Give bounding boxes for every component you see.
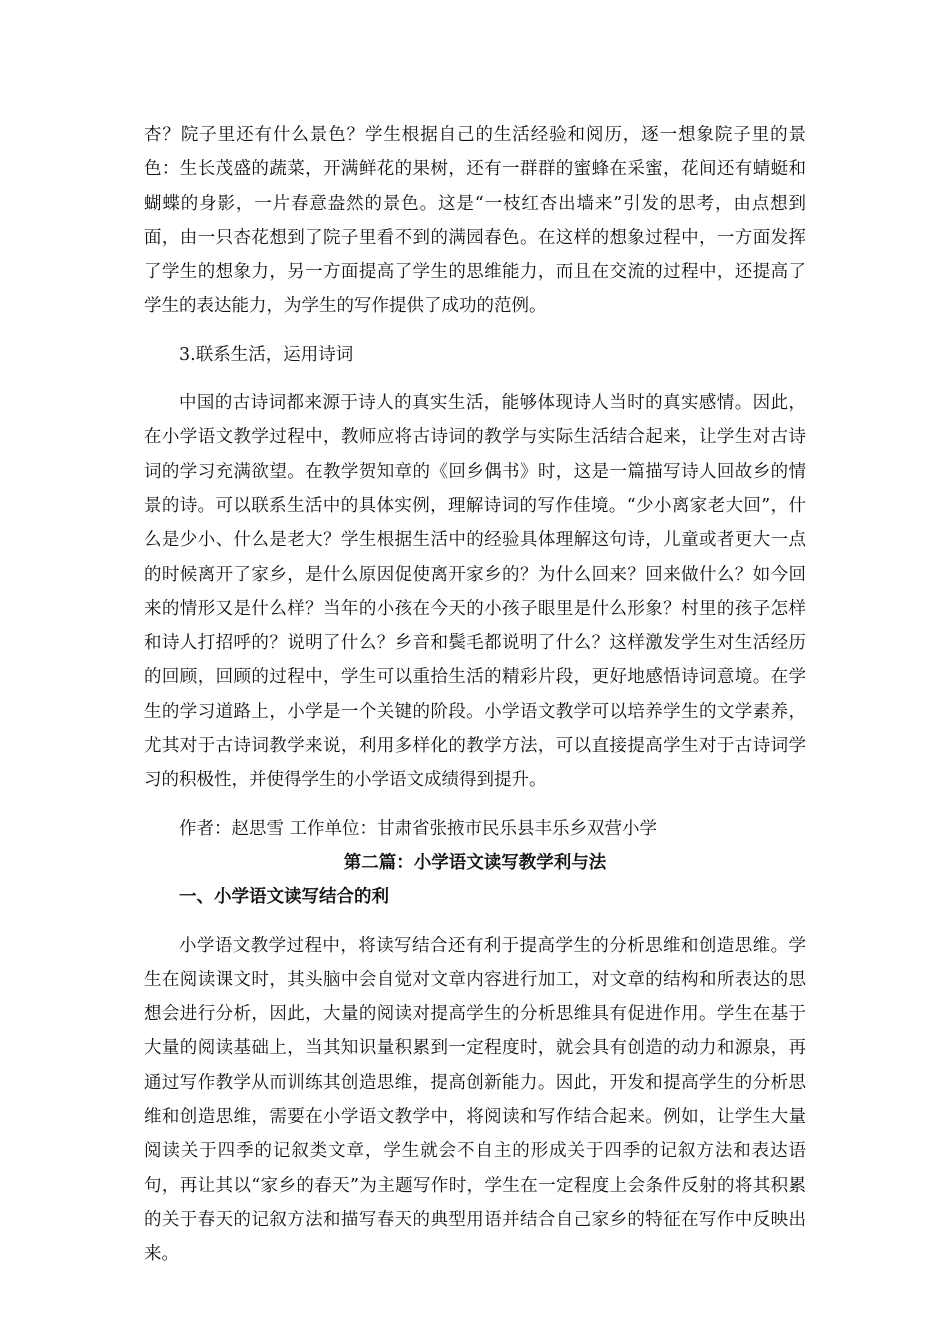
paragraph-reading-writing: 小学语文教学过程中，将读写结合还有利于提高学生的分析思维和创造思维。学生在阅读课文时，其头脑中会自觉对文章内容进行加工，对文章的结构和所表达的思想会进行分析，因此，大量的阅读对提高学生的分析思维具有促进作用。学生在基于大量的阅读基础上，当其知识量积累到一定程度时，就会具有创造的动力和源泉，再通过写作教学从而训练其创造思维，提高创新能力。因此，开发和提高学生的分析思维和创造思维，需要在小学语文教学中，将阅读和写作结合起来。例如，让学生大量阅读关于四季的记叙类文章，学生就会不自主的形成关于四季的记叙方法和表达语句，再让其以“家乡的春天”为主题写作时，学生在一定程度上会条件反射的将其积累的关于春天的记叙方法和描写春天的典型用语并结合自己家乡的特征在写作中反映出来。 [144,935,806,1265]
author-line: 作者：赵思雪 工作单位：甘肃省张掖市民乐县丰乐乡双营小学 [179,818,658,839]
subheading-connect-life: 3.联系生活，运用诗词 [179,344,354,365]
paragraph-continuation: 杏？院子里还有什么景色？学生根据自己的生活经验和阅历，逐一想象院子里的景色：生长茂盛的蔬菜，开满鲜花的果树，还有一群群的蜜蜂在采蜜，花间还有蜻蜓和蝴蝶的身影，一片春意盎然的景色。这是“一枝红杏出墙来”引发的思考，由点想到面，由一只杏花想到了院子里看不到的满园春色。在这样的想象过程中，一方面发挥了学生的想象力，另一方面提高了学生的思维能力，而且在交流的过程中，还提高了学生的表达能力，为学生的写作提供了成功的范例。 [144,125,806,317]
document-page [144,118,806,1272]
paragraph-poetry-life: 中国的古诗词都来源于诗人的真实生活，能够体现诗人当时的真实感情。因此，在小学语文教学过程中，教师应将古诗词的教学与实际生活结合起来，让学生对古诗词的学习充满欲望。在教学贺知章的《回乡偶书》时，这是一篇描写诗人回故乡的情景的诗。可以联系生活中的具体实例，理解诗词的写作佳境。“少小离家老大回”，什么是少小、什么是老大？学生根据生活中的经验具体理解这句诗，儿童或者更大一点的时候离开了家乡，是什么原因促使离开家乡的？为什么回来？回来做什么？如今回来的情形又是什么样？当年的小孩在今天的小孩子眼里是什么形象？村里的孩子怎样和诗人打招呼的？说明了什么？乡音和鬓毛都说明了什么？这样激发学生对生活经历的回顾，回顾的过程中，学生可以重拾生活的精彩片段，更好地感悟诗词意境。在学生的学习道路上，小学是一个关键的阶段。小学语文教学可以培养学生的文学素养，尤其对于古诗词教学来说，利用多样化的教学方法，可以直接提高学生对于古诗词学习的积极性，并使得学生的小学语文成绩得到提升。 [144,393,806,791]
section-heading-benefits: 一、小学语文读写结合的利 [179,887,389,908]
section-title: 第二篇：小学语文读写教学利与法 [343,852,607,873]
